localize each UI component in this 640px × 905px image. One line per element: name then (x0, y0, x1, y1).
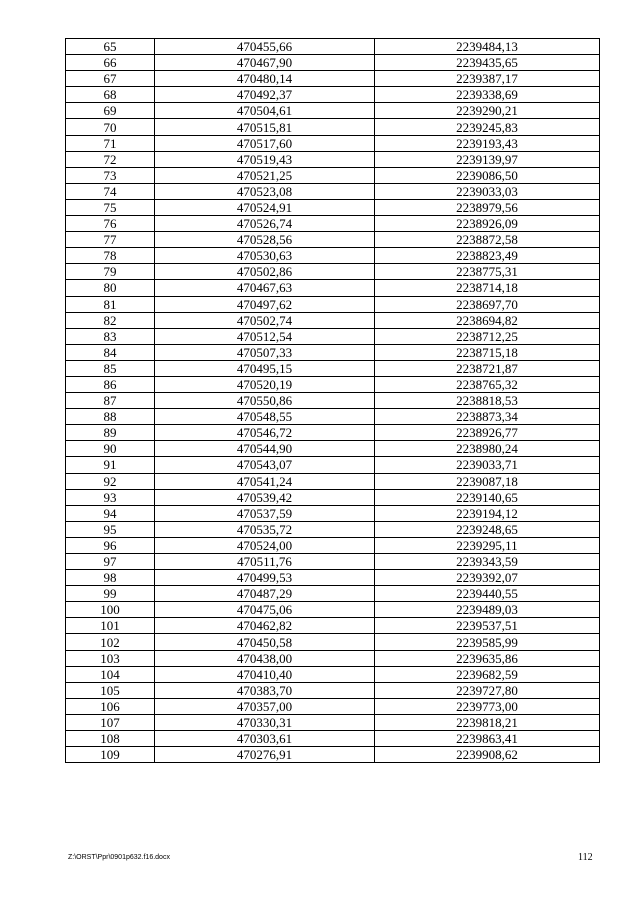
y-coordinate-cell: 2239392,07 (375, 570, 600, 586)
point-number-cell: 85 (66, 360, 155, 376)
x-coordinate-cell: 470497,62 (155, 296, 375, 312)
x-coordinate-cell: 470543,07 (155, 457, 375, 473)
y-coordinate-cell: 2239033,03 (375, 183, 600, 199)
y-coordinate-cell: 2239338,69 (375, 87, 600, 103)
table-row (66, 537, 600, 553)
table-row (66, 634, 600, 650)
x-coordinate-cell: 470502,74 (155, 312, 375, 328)
x-coordinate-cell: 470515,81 (155, 119, 375, 135)
y-coordinate-cell: 2239908,62 (375, 747, 600, 763)
y-coordinate-cell: 2239387,17 (375, 71, 600, 87)
x-coordinate-cell: 470504,61 (155, 103, 375, 119)
table-row (66, 376, 600, 392)
x-coordinate-cell: 470507,33 (155, 344, 375, 360)
point-number-cell: 77 (66, 232, 155, 248)
footer-file-path: Z:\ORST\Ppr\0901p632.f16.docx (68, 854, 170, 861)
y-coordinate-cell: 2239635,86 (375, 650, 600, 666)
x-coordinate-cell: 470462,82 (155, 618, 375, 634)
point-number-cell: 106 (66, 698, 155, 714)
point-number-cell: 70 (66, 119, 155, 135)
table-row (66, 199, 600, 215)
table-row (66, 248, 600, 264)
x-coordinate-cell: 470548,55 (155, 409, 375, 425)
point-number-cell: 103 (66, 650, 155, 666)
table-row (66, 280, 600, 296)
y-coordinate-cell: 2239343,59 (375, 554, 600, 570)
table-row (66, 489, 600, 505)
point-number-cell: 82 (66, 312, 155, 328)
table-row (66, 39, 600, 55)
x-coordinate-cell: 470541,24 (155, 473, 375, 489)
y-coordinate-cell: 2239245,83 (375, 119, 600, 135)
x-coordinate-cell: 470544,90 (155, 441, 375, 457)
x-coordinate-cell: 470524,91 (155, 199, 375, 215)
table-row (66, 135, 600, 151)
x-coordinate-cell: 470512,54 (155, 328, 375, 344)
y-coordinate-cell: 2239682,59 (375, 666, 600, 682)
table-row (66, 360, 600, 376)
y-coordinate-cell: 2238697,70 (375, 296, 600, 312)
point-number-cell: 89 (66, 425, 155, 441)
y-coordinate-cell: 2238926,09 (375, 216, 600, 232)
table-row (66, 731, 600, 747)
point-number-cell: 98 (66, 570, 155, 586)
table-row (66, 521, 600, 537)
y-coordinate-cell: 2238765,32 (375, 376, 600, 392)
x-coordinate-cell: 470475,06 (155, 602, 375, 618)
y-coordinate-cell: 2239033,71 (375, 457, 600, 473)
point-number-cell: 74 (66, 183, 155, 199)
x-coordinate-cell: 470383,70 (155, 682, 375, 698)
table-row (66, 747, 600, 763)
point-number-cell: 97 (66, 554, 155, 570)
point-number-cell: 79 (66, 264, 155, 280)
y-coordinate-cell: 2238979,56 (375, 199, 600, 215)
x-coordinate-cell: 470480,14 (155, 71, 375, 87)
table-row (66, 650, 600, 666)
y-coordinate-cell: 2239086,50 (375, 167, 600, 183)
x-coordinate-cell: 470330,31 (155, 714, 375, 730)
table-row (66, 682, 600, 698)
point-number-cell: 109 (66, 747, 155, 763)
x-coordinate-cell: 470524,00 (155, 537, 375, 553)
table-row (66, 698, 600, 714)
x-coordinate-cell: 470487,29 (155, 586, 375, 602)
y-coordinate-cell: 2239489,03 (375, 602, 600, 618)
x-coordinate-cell: 470535,72 (155, 521, 375, 537)
table-row (66, 457, 600, 473)
x-coordinate-cell: 470550,86 (155, 393, 375, 409)
point-number-cell: 81 (66, 296, 155, 312)
table-row (66, 216, 600, 232)
table-row (66, 103, 600, 119)
x-coordinate-cell: 470537,59 (155, 505, 375, 521)
y-coordinate-cell: 2238721,87 (375, 360, 600, 376)
point-number-cell: 69 (66, 103, 155, 119)
x-coordinate-cell: 470502,86 (155, 264, 375, 280)
table-row (66, 441, 600, 457)
point-number-cell: 95 (66, 521, 155, 537)
y-coordinate-cell: 2238694,82 (375, 312, 600, 328)
x-coordinate-cell: 470276,91 (155, 747, 375, 763)
x-coordinate-cell: 470521,25 (155, 167, 375, 183)
point-number-cell: 72 (66, 151, 155, 167)
x-coordinate-cell: 470410,40 (155, 666, 375, 682)
point-number-cell: 75 (66, 199, 155, 215)
point-number-cell: 91 (66, 457, 155, 473)
table-row (66, 505, 600, 521)
point-number-cell: 108 (66, 731, 155, 747)
y-coordinate-cell: 2239290,21 (375, 103, 600, 119)
table-row (66, 55, 600, 71)
x-coordinate-cell: 470499,53 (155, 570, 375, 586)
table-row (66, 232, 600, 248)
x-coordinate-cell: 470526,74 (155, 216, 375, 232)
x-coordinate-cell: 470303,61 (155, 731, 375, 747)
table-row (66, 119, 600, 135)
point-number-cell: 104 (66, 666, 155, 682)
table-row (66, 183, 600, 199)
coordinates-table-body (66, 39, 600, 763)
y-coordinate-cell: 2239087,18 (375, 473, 600, 489)
table-row (66, 473, 600, 489)
y-coordinate-cell: 2239818,21 (375, 714, 600, 730)
x-coordinate-cell: 470438,00 (155, 650, 375, 666)
x-coordinate-cell: 470523,08 (155, 183, 375, 199)
table-row (66, 87, 600, 103)
x-coordinate-cell: 470357,00 (155, 698, 375, 714)
y-coordinate-cell: 2239863,41 (375, 731, 600, 747)
point-number-cell: 67 (66, 71, 155, 87)
x-coordinate-cell: 470528,56 (155, 232, 375, 248)
point-number-cell: 100 (66, 602, 155, 618)
point-number-cell: 107 (66, 714, 155, 730)
x-coordinate-cell: 470450,58 (155, 634, 375, 650)
table-row (66, 264, 600, 280)
x-coordinate-cell: 470530,63 (155, 248, 375, 264)
y-coordinate-cell: 2238712,25 (375, 328, 600, 344)
x-coordinate-cell: 470467,90 (155, 55, 375, 71)
point-number-cell: 96 (66, 537, 155, 553)
y-coordinate-cell: 2239193,43 (375, 135, 600, 151)
page-number: 112 (578, 852, 593, 863)
y-coordinate-cell: 2238926,77 (375, 425, 600, 441)
point-number-cell: 73 (66, 167, 155, 183)
x-coordinate-cell: 470511,76 (155, 554, 375, 570)
x-coordinate-cell: 470455,66 (155, 39, 375, 55)
y-coordinate-cell: 2238714,18 (375, 280, 600, 296)
y-coordinate-cell: 2239585,99 (375, 634, 600, 650)
y-coordinate-cell: 2239194,12 (375, 505, 600, 521)
point-number-cell: 102 (66, 634, 155, 650)
table-row (66, 344, 600, 360)
y-coordinate-cell: 2239248,65 (375, 521, 600, 537)
point-number-cell: 65 (66, 39, 155, 55)
y-coordinate-cell: 2238715,18 (375, 344, 600, 360)
table-row (66, 393, 600, 409)
table-row (66, 666, 600, 682)
y-coordinate-cell: 2238775,31 (375, 264, 600, 280)
table-row (66, 602, 600, 618)
table-row (66, 151, 600, 167)
point-number-cell: 90 (66, 441, 155, 457)
table-row (66, 409, 600, 425)
y-coordinate-cell: 2239773,00 (375, 698, 600, 714)
x-coordinate-cell: 470495,15 (155, 360, 375, 376)
coordinates-table (65, 38, 600, 763)
y-coordinate-cell: 2239484,13 (375, 39, 600, 55)
point-number-cell: 92 (66, 473, 155, 489)
table-row (66, 714, 600, 730)
y-coordinate-cell: 2238823,49 (375, 248, 600, 264)
x-coordinate-cell: 470517,60 (155, 135, 375, 151)
y-coordinate-cell: 2239139,97 (375, 151, 600, 167)
point-number-cell: 71 (66, 135, 155, 151)
table-row (66, 570, 600, 586)
point-number-cell: 88 (66, 409, 155, 425)
y-coordinate-cell: 2239140,65 (375, 489, 600, 505)
x-coordinate-cell: 470546,72 (155, 425, 375, 441)
table-row (66, 296, 600, 312)
point-number-cell: 84 (66, 344, 155, 360)
point-number-cell: 105 (66, 682, 155, 698)
y-coordinate-cell: 2239295,11 (375, 537, 600, 553)
x-coordinate-cell: 470467,63 (155, 280, 375, 296)
y-coordinate-cell: 2238818,53 (375, 393, 600, 409)
point-number-cell: 76 (66, 216, 155, 232)
x-coordinate-cell: 470492,37 (155, 87, 375, 103)
table-row (66, 586, 600, 602)
table-row (66, 328, 600, 344)
point-number-cell: 68 (66, 87, 155, 103)
x-coordinate-cell: 470519,43 (155, 151, 375, 167)
point-number-cell: 93 (66, 489, 155, 505)
point-number-cell: 86 (66, 376, 155, 392)
y-coordinate-cell: 2239435,65 (375, 55, 600, 71)
y-coordinate-cell: 2238980,24 (375, 441, 600, 457)
y-coordinate-cell: 2239537,51 (375, 618, 600, 634)
y-coordinate-cell: 2239440,55 (375, 586, 600, 602)
x-coordinate-cell: 470539,42 (155, 489, 375, 505)
table-row (66, 425, 600, 441)
y-coordinate-cell: 2238872,58 (375, 232, 600, 248)
point-number-cell: 99 (66, 586, 155, 602)
point-number-cell: 83 (66, 328, 155, 344)
point-number-cell: 101 (66, 618, 155, 634)
y-coordinate-cell: 2239727,80 (375, 682, 600, 698)
table-row (66, 71, 600, 87)
table-row (66, 312, 600, 328)
point-number-cell: 80 (66, 280, 155, 296)
point-number-cell: 78 (66, 248, 155, 264)
table-row (66, 167, 600, 183)
x-coordinate-cell: 470520,19 (155, 376, 375, 392)
y-coordinate-cell: 2238873,34 (375, 409, 600, 425)
point-number-cell: 87 (66, 393, 155, 409)
point-number-cell: 66 (66, 55, 155, 71)
table-row (66, 618, 600, 634)
table-row (66, 554, 600, 570)
point-number-cell: 94 (66, 505, 155, 521)
